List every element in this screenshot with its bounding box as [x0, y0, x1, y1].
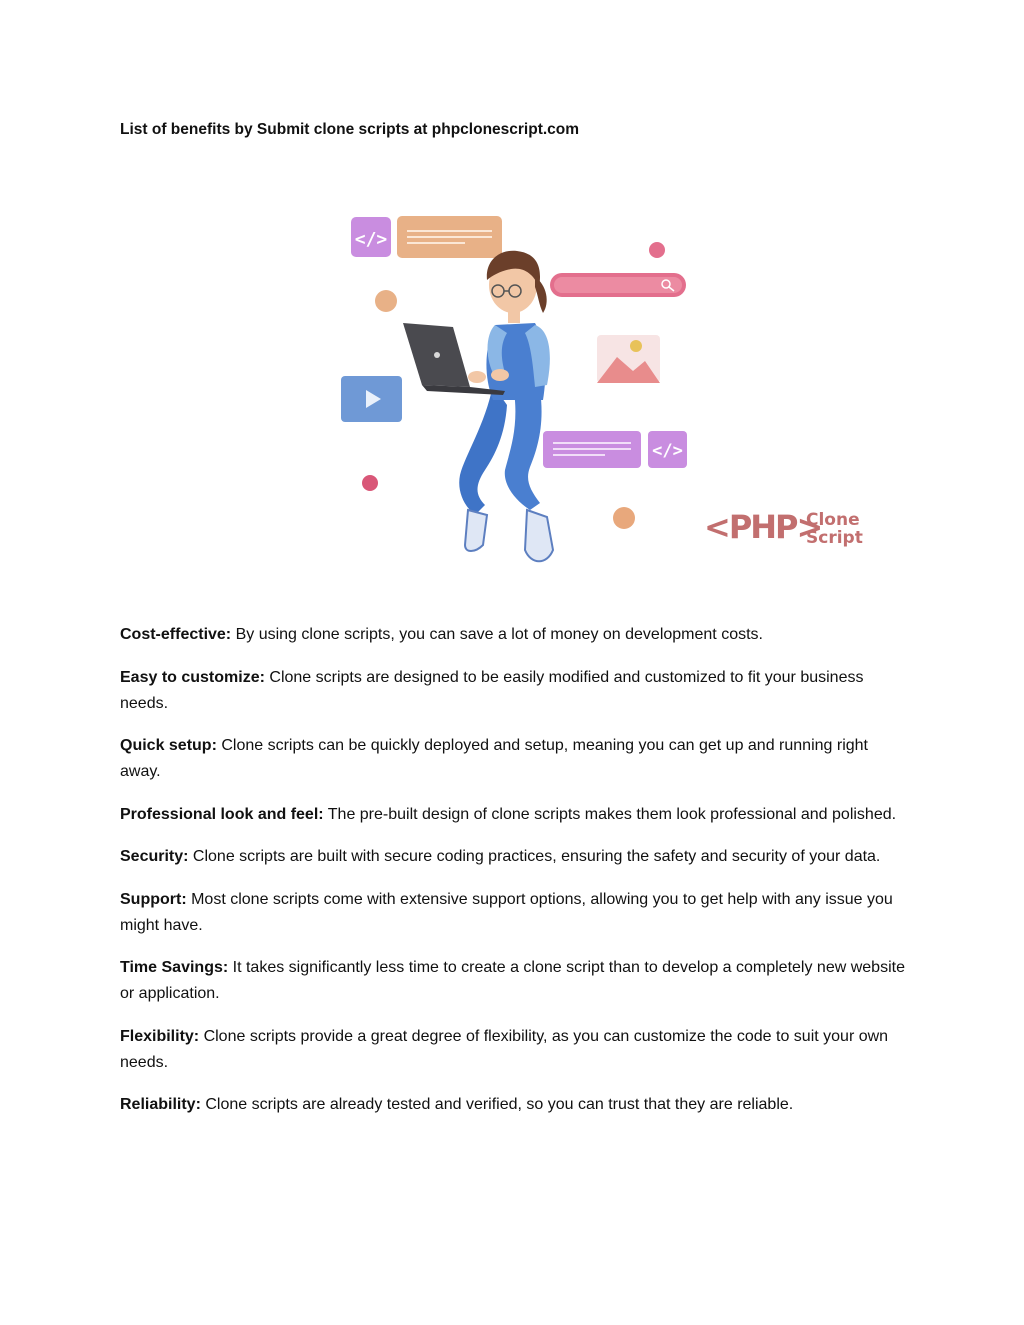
benefit-label: Professional look and feel:	[120, 805, 324, 823]
benefit-item	[120, 733, 910, 785]
peach-dot-icon	[613, 507, 635, 529]
benefit-label: Easy to customize:	[120, 668, 265, 686]
benefit-label: Cost-effective:	[120, 626, 232, 643]
benefit-label: Reliability:	[120, 1096, 201, 1113]
benefit-text: The pre-built design of clone scripts makes them look professional and polished.	[323, 805, 897, 823]
benefit-text: Most clone scripts come with extensive support options, allowing you to get help with any issue you might have.	[120, 890, 893, 934]
benefit-label: Security:	[120, 848, 189, 865]
search-bar-icon	[550, 273, 686, 297]
peach-dot-icon	[375, 290, 397, 312]
logo-mark: <PHP>	[704, 508, 822, 546]
logo-line2: Script	[806, 528, 863, 548]
play-icon	[341, 376, 402, 422]
page-title: List of benefits by Submit clone scripts at phpclonescript.com	[120, 121, 580, 138]
logo-line1: Clone	[806, 510, 860, 530]
hero-illustration	[335, 205, 870, 575]
code-tag-icon	[648, 431, 687, 468]
php-clone-script-logo	[704, 508, 863, 548]
benefits-list	[120, 622, 910, 1135]
image-card-icon	[597, 335, 660, 383]
svg-text:</>: </>	[354, 229, 388, 250]
benefit-label: Support:	[120, 890, 187, 908]
benefit-text: Clone scripts are built with secure coding practices, ensuring the safety and security of your data.	[188, 848, 881, 865]
woman-with-laptop-illustration	[403, 251, 553, 561]
benefit-text: It takes significantly less time to create a clone script than to develop a completely new website or application.	[120, 959, 905, 1002]
benefit-label: Time Savings:	[120, 959, 229, 976]
benefit-text: Clone scripts can be quickly deployed and setup, meaning you can get up and running right away.	[120, 737, 868, 780]
benefit-label: Flexibility:	[120, 1027, 200, 1045]
benefit-label: Quick setup:	[120, 737, 217, 754]
benefit-item	[120, 1024, 910, 1076]
benefit-item	[120, 665, 910, 717]
benefit-item	[120, 622, 910, 648]
benefit-item	[120, 844, 910, 870]
code-tag-icon	[351, 217, 391, 257]
benefit-item	[120, 887, 910, 939]
pink-dot-icon	[362, 475, 378, 491]
benefit-text: Clone scripts are designed to be easily modified and customized to fit your business needs.	[120, 668, 864, 712]
benefit-text: Clone scripts are already tested and verified, so you can trust that they are reliable.	[200, 1096, 794, 1113]
benefit-item	[120, 1092, 910, 1118]
benefit-item	[120, 802, 910, 828]
benefit-text: Clone scripts provide a great degree of flexibility, as you can customize the code to suit your own needs.	[120, 1027, 889, 1071]
svg-text:</>: </>	[652, 441, 683, 461]
pink-dot-icon	[649, 242, 665, 258]
text-card-icon	[397, 216, 502, 258]
benefit-text: By using clone scripts, you can save a lot of money on development costs.	[231, 626, 763, 643]
text-card-icon	[543, 431, 641, 468]
benefit-item	[120, 955, 910, 1007]
